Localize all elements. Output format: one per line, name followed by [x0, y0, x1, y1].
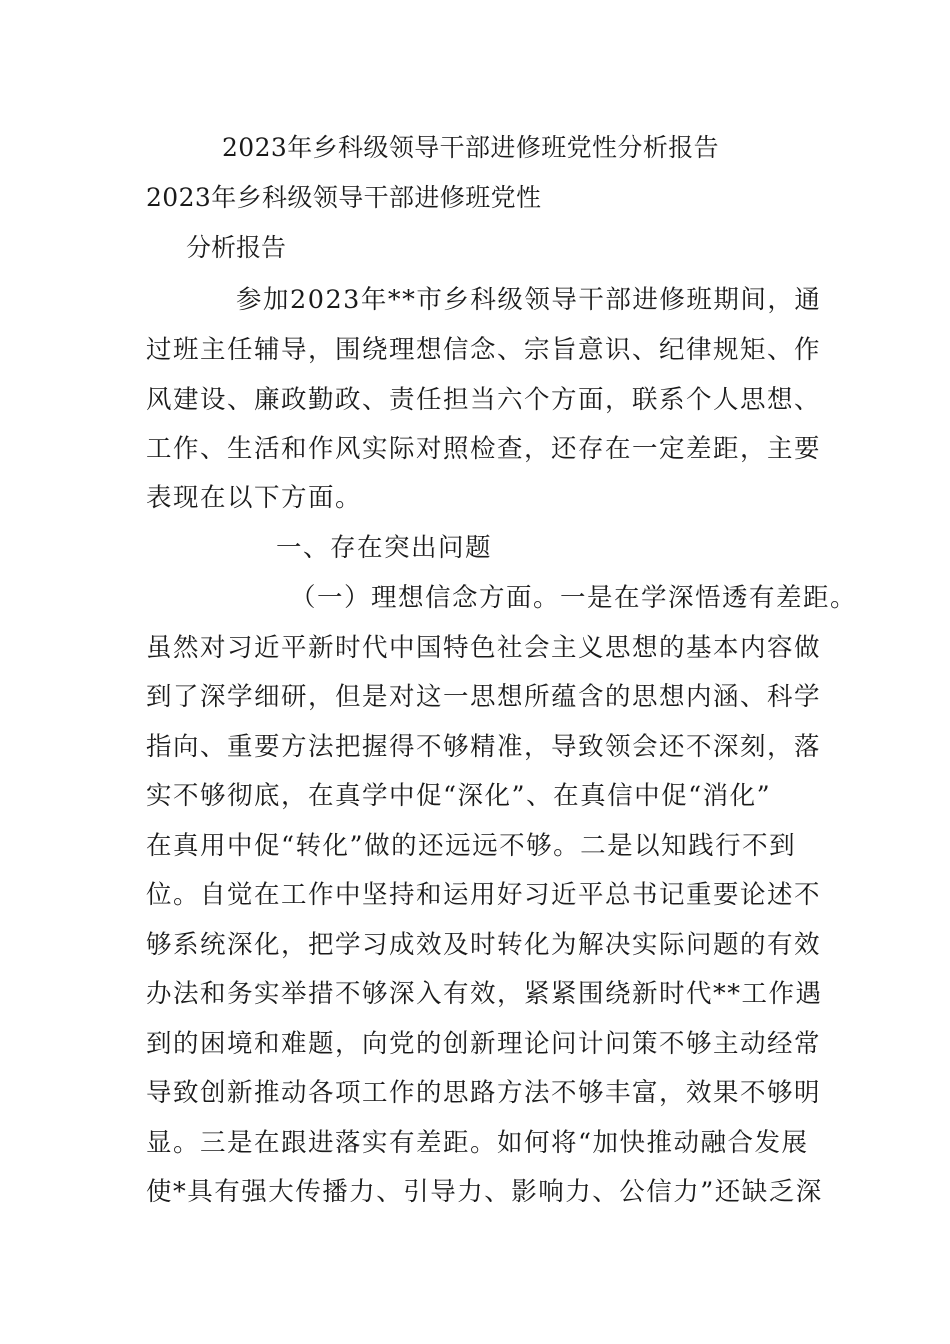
- body-line: 风建设、廉政勤政、责任担当六个方面，联系个人思想、: [146, 385, 822, 415]
- body-line: 参加2023年**市乡科级领导干部进修班期间，通: [236, 285, 822, 315]
- body-line: 过班主任辅导，围绕理想信念、宗旨意识、纪律规矩、作: [146, 335, 822, 365]
- body-line: 够系统深化，把学习成效及时转化为解决实际问题的有效: [146, 930, 822, 960]
- body-line: 位。自觉在工作中坚持和运用好习近平总书记重要论述不: [146, 880, 822, 910]
- body-line: 办法和务实举措不够深入有效，紧紧围绕新时代**工作遇: [146, 979, 823, 1009]
- section-heading: 一、存在突出问题: [276, 533, 493, 563]
- document-subtitle-line-1: 2023年乡科级领导干部进修班党性: [146, 183, 542, 212]
- body-line: 在真用中促“转化”做的还远远不够。二是以知践行不到: [146, 831, 797, 861]
- document-title: 2023年乡科级领导干部进修班党性分析报告: [222, 133, 720, 162]
- document-subtitle-line-2: 分析报告: [186, 233, 287, 262]
- body-line: 表现在以下方面。: [146, 483, 363, 513]
- body-line: 显。三是在跟进落实有差距。如何将“加快推动融合发展: [146, 1128, 809, 1158]
- subsection-heading-line: （一）理想信念方面。一是在学深悟透有差距。: [290, 583, 858, 613]
- body-line: 导致创新推动各项工作的思路方法不够丰富，效果不够明: [146, 1078, 822, 1108]
- body-line: 实不够彻底，在真学中促“深化”、在真信中促“消化”: [146, 781, 772, 811]
- body-line: 指向、重要方法把握得不够精准，导致领会还不深刻，落: [146, 732, 822, 762]
- body-line: 虽然对习近平新时代中国特色社会主义思想的基本内容做: [146, 633, 822, 663]
- body-line: 到的困境和难题，向党的创新理论问计问策不够主动经常: [146, 1029, 822, 1059]
- body-line: 到了深学细研，但是对这一思想所蕴含的思想内涵、科学: [146, 682, 822, 712]
- body-line: 使*具有强大传播力、引导力、影响力、公信力”还缺乏深: [146, 1177, 823, 1207]
- body-line: 工作、生活和作风实际对照检查，还存在一定差距，主要: [146, 434, 822, 464]
